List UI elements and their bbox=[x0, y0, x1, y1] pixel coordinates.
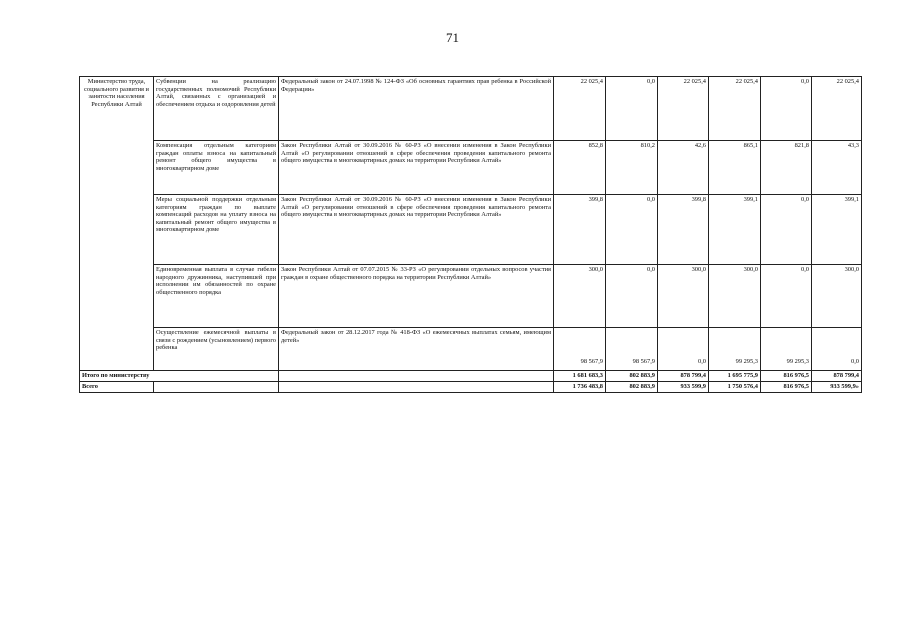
subtotal-label: Итого по министерству bbox=[80, 371, 279, 382]
value-cell: 0,0 bbox=[606, 195, 658, 265]
value-cell: 0,0 bbox=[606, 265, 658, 328]
value-cell: 0,0 bbox=[761, 77, 812, 141]
table-row bbox=[80, 195, 862, 265]
value-cell: 1 750 576,4 bbox=[709, 382, 761, 393]
value-cell: 22 025,4 bbox=[709, 77, 761, 141]
table-row bbox=[80, 265, 862, 328]
value-cell: 399,8 bbox=[658, 195, 709, 265]
row-description: Субвенции на реализацию государственных полномочий Республики Алтай, связанных с организацией и обеспечением отдыха и оздоровления детей bbox=[154, 77, 279, 141]
value-cell: 0,0 bbox=[761, 265, 812, 328]
row-description: Осуществление ежемесячной выплаты в связи с рождением (усыновлением) первого ребенка bbox=[154, 328, 279, 371]
value-cell: 300,0 bbox=[554, 265, 606, 328]
value-cell: 1 736 483,8 bbox=[554, 382, 606, 393]
value-cell: 802 883,9 bbox=[606, 382, 658, 393]
value-cell: 98 567,9 bbox=[554, 328, 606, 371]
row-law: Закон Республики Алтай от 07.07.2015 № 33-РЗ «О регулировании отдельных вопросов участия граждан в охране общественного порядка на территории Республики Алтай» bbox=[279, 265, 554, 328]
value-cell: 878 799,4 bbox=[658, 371, 709, 382]
total-row bbox=[80, 382, 862, 393]
value-cell: 300,0 bbox=[658, 265, 709, 328]
value-cell: 99 295,3 bbox=[761, 328, 812, 371]
value-cell: 933 599,9 bbox=[658, 382, 709, 393]
table-row bbox=[80, 77, 862, 141]
value-cell: 399,1 bbox=[812, 195, 862, 265]
value-cell: 821,8 bbox=[761, 141, 812, 195]
page-number: 71 bbox=[446, 30, 459, 45]
value-cell: 1 681 683,3 bbox=[554, 371, 606, 382]
value-cell: 0,0 bbox=[761, 195, 812, 265]
table-row bbox=[80, 328, 862, 371]
value-cell: 42,6 bbox=[658, 141, 709, 195]
value-cell: 300,0 bbox=[812, 265, 862, 328]
value-cell: 0,0 bbox=[658, 328, 709, 371]
empty-cell bbox=[279, 382, 554, 393]
table-row bbox=[80, 141, 862, 195]
value-cell: 300,0 bbox=[709, 265, 761, 328]
ministry-cell: Министерство труда, социального развития и занятости населения Республики Алтай bbox=[80, 77, 154, 371]
value-cell: 878 799,4 bbox=[812, 371, 862, 382]
row-description: Единовременная выплата в случае гибели народного дружинника, наступившей при исполнении им обязанностей по охране общественного порядка bbox=[154, 265, 279, 328]
value-cell: 816 976,5 bbox=[761, 382, 812, 393]
value-cell: 865,1 bbox=[709, 141, 761, 195]
row-law: Федеральный закон от 24.07.1998 № 124-ФЗ «Об основных гарантиях прав ребенка в Российской Федерации» bbox=[279, 77, 554, 141]
value-cell: 810,2 bbox=[606, 141, 658, 195]
value-cell: 99 295,3 bbox=[709, 328, 761, 371]
value-cell: 98 567,9 bbox=[606, 328, 658, 371]
subtotal-row bbox=[80, 371, 862, 382]
empty-cell bbox=[279, 371, 554, 382]
row-law: Федеральный закон от 28.12.2017 года № 418-ФЗ «О ежемесячных выплатах семьям, имеющим детей» bbox=[279, 328, 554, 371]
empty-cell bbox=[154, 382, 279, 393]
row-law: Закон Республики Алтай от 30.09.2016 № 60-РЗ «О внесении изменения в Закон Республики Алтай «О регулировании отношений в сфере обеспечения проведения капитального ремонта общего имущества в многоквартирных домах на территории Республики Алтай» bbox=[279, 195, 554, 265]
value-cell: 933 599,9» bbox=[812, 382, 862, 393]
value-cell: 399,8 bbox=[554, 195, 606, 265]
row-description: Компенсация отдельным категориям граждан оплаты взноса на капитальный ремонт общего имущества в многоквартирном доме bbox=[154, 141, 279, 195]
budget-table bbox=[79, 76, 862, 393]
row-description: Меры социальной поддержки отдельным категориям граждан по выплате компенсаций расходов на уплату взноса на капитальный ремонт общего имущества в многоквартирном доме bbox=[154, 195, 279, 265]
value-cell: 0,0 bbox=[606, 77, 658, 141]
value-cell: 1 695 775,9 bbox=[709, 371, 761, 382]
value-cell: 43,3 bbox=[812, 141, 862, 195]
value-cell: 22 025,4 bbox=[554, 77, 606, 141]
value-cell: 802 883,9 bbox=[606, 371, 658, 382]
value-cell: 0,0 bbox=[812, 328, 862, 371]
value-cell: 852,8 bbox=[554, 141, 606, 195]
value-cell: 22 025,4 bbox=[812, 77, 862, 141]
value-cell: 22 025,4 bbox=[658, 77, 709, 141]
row-law: Закон Республики Алтай от 30.09.2016 № 60-РЗ «О внесении изменения в Закон Республики Алтай «О регулировании отношений в сфере обеспечения проведения капитального ремонта общего имущества в многоквартирных домах на территории Республики Алтай» bbox=[279, 141, 554, 195]
value-cell: 816 976,5 bbox=[761, 371, 812, 382]
total-label: Всего bbox=[80, 382, 154, 393]
value-cell: 399,1 bbox=[709, 195, 761, 265]
